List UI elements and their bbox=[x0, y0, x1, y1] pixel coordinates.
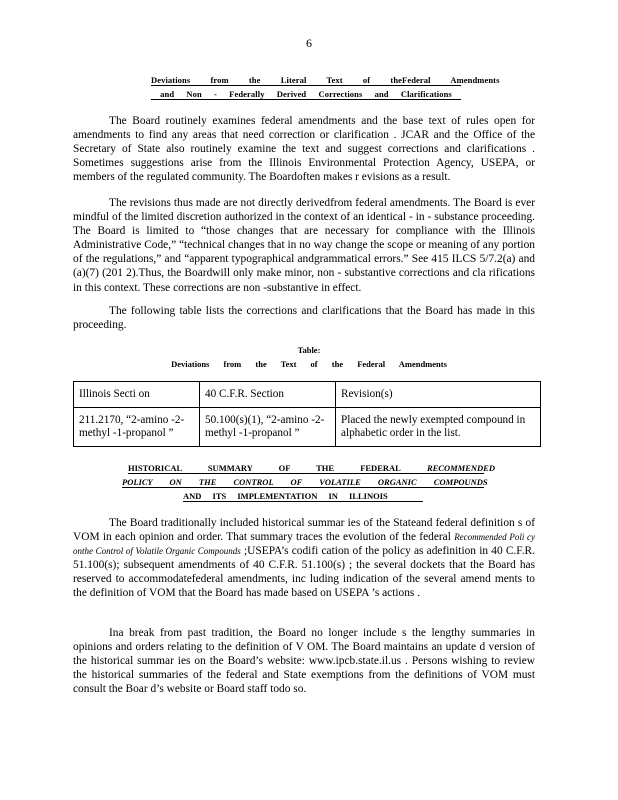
section2-heading-line1: HISTORICAL SUMMARY OF THE FEDERAL RECOMMENDED bbox=[128, 463, 495, 473]
paragraph-3: The following table lists the corrections and clarifications that the Board has made in this proceeding. bbox=[73, 305, 535, 332]
table-header-row bbox=[74, 382, 541, 408]
table-header-cell: 40 C.F.R. Section bbox=[200, 382, 336, 408]
paragraph-4-text-b: ;USEPA’s codifi cation of the policy as adefinition in 40 C.F.R. 51.100(s); subsequent amendments of 40 C.F.R. 51.100(s) ; the several dockets that the Board has reserved to accommodatefederal amendments, inc luding indication of the several amend ments to the definition of VOM that the Board has made based on USEPA ’s actions . bbox=[73, 545, 535, 600]
table-caption-title: Table: bbox=[297, 345, 321, 355]
section2-heading-line2: POLICY ON THE CONTROL OF VOLATILE ORGANIC COMPOUNDS bbox=[122, 477, 488, 487]
section-heading-line2: and Non - Federally Derived Corrections and Clarifications bbox=[151, 89, 461, 100]
paragraph-2: The revisions thus made are not directly derivedfrom federal amendments. The Board is ever mindful of the limited discretion authorized in the context of an identical - in - substance proceeding. The Board is limited to “those changes that are necessary for compliance with the Illinois Administrative Code,” “technical changes that in no way change the scope or meaning of any portion of the regulations,” and “apparent typographical andgrammatical errors.” See 415 ILCS 5/7.2(a) and (a)(7) (201 2).Thus, the Boardwill only make minor, non - substantive corrections and cla rifications in this context. These corrections are non -substantive in effect. bbox=[73, 197, 535, 294]
corrections-table bbox=[73, 381, 541, 447]
table-cell: Placed the newly exempted compound in alphabetic order in the list. bbox=[336, 408, 541, 447]
policy-title-italic: Recommended Poli cy onthe Control of Volatile Organic Compounds bbox=[73, 532, 535, 557]
section2-heading-line3: AND ITS IMPLEMENTATION IN ILLINOIS bbox=[183, 491, 423, 502]
section-heading-line1: Deviations from the Literal Text of theFederal Amendments bbox=[151, 75, 500, 85]
table-cell: 50.100(s)(1), “2-amino -2-methyl -1-propanol ” bbox=[200, 408, 336, 447]
table-caption-subtitle: Deviations from the Text of the Federal Amendments bbox=[171, 359, 447, 369]
table-row bbox=[74, 408, 541, 447]
table-header-cell: Revision(s) bbox=[336, 382, 541, 408]
table-header-cell: Illinois Secti on bbox=[74, 382, 200, 408]
paragraph-4-text-a: The Board traditionally included historical summar ies of the Stateand federal definition s of VOM in each opinion and order. That summary traces the evolution of the federal bbox=[73, 517, 535, 544]
paragraph-1: The Board routinely examines federal amendments and the base text of rules open for amendments to find any areas that need correction or clarification . JCAR and the Office of the Secretary of State also routinely examine the text and suggest corrections and clarifications . Sometimes suggestions arise from the Illinois Environmental Protection Agency, USEPA, or members of the regulated community. The Boardoften makes r evisions as a result. bbox=[73, 115, 535, 184]
paragraph-5: Ina break from past tradition, the Board no longer include s the lengthy summaries in opinions and orders relating to the definition of V OM. The Board maintains an update d version of the historical summar ies on the Board’s website: www.ipcb.state.il.us . Persons wishing to review the historical summaries of the federal and State exemptions from the definitions of VOM must consult the Boar d’s website or Board staff todo so. bbox=[73, 627, 535, 696]
paragraph-4 bbox=[73, 516, 535, 601]
table-cell: 211.2170, “2-amino -2-methyl -1-propanol ” bbox=[74, 408, 200, 447]
page-number: 6 bbox=[306, 36, 312, 50]
